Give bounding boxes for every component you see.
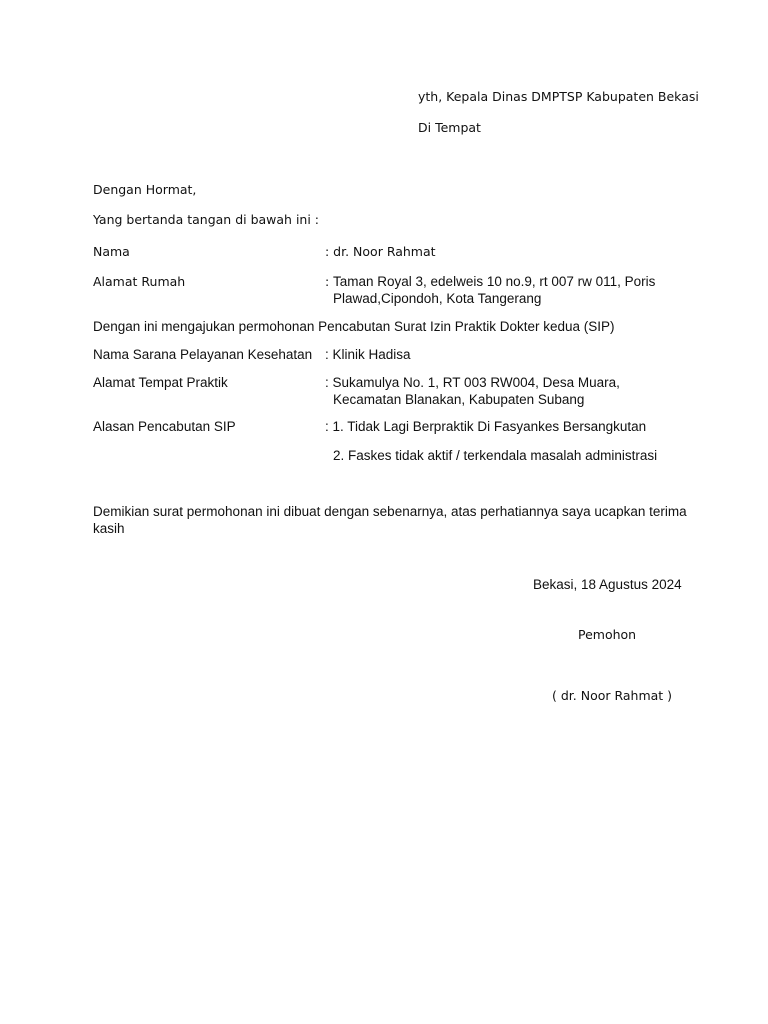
request-statement: Dengan ini mengajukan permohonan Pencabutan Surat Izin Praktik Dokter kedua (SIP) (93, 319, 615, 334)
name-label: Nama (93, 244, 130, 259)
facility-name-label: Nama Sarana Pelayanan Kesehatan (93, 347, 313, 362)
closing-line-1: Demikian surat permohonan ini dibuat dengan sebenarnya, atas perhatiannya saya ucapkan terima (93, 504, 687, 519)
home-address-line-1: Taman Royal 3, edelweis 10 no.9, rt 007 rw 011, Poris (333, 274, 656, 289)
signer-name: ( dr. Noor Rahmat ) (552, 688, 673, 703)
reason-label: Alasan Pencabutan SIP (93, 419, 236, 434)
practice-address-line-2: Kecamatan Blanakan, Kabupaten Subang (333, 392, 585, 407)
intro-text: Yang bertanda tangan di bawah ini : (93, 212, 320, 227)
name-value: : dr. Noor Rahmat (325, 244, 436, 259)
place-date: Bekasi, 18 Agustus 2024 (533, 577, 682, 592)
home-address-label: Alamat Rumah (93, 274, 186, 289)
home-address-line-2: Plawad,Cipondoh, Kota Tangerang (333, 291, 542, 306)
recipient-line: yth, Kepala Dinas DMPTSP Kabupaten Bekasi (418, 89, 699, 104)
practice-address-label: Alamat Tempat Praktik (93, 375, 228, 390)
reason-item-2: 2. Faskes tidak aktif / terkendala masalah administrasi (333, 448, 658, 463)
greeting: Dengan Hormat, (93, 182, 197, 197)
facility-name-value: : Klinik Hadisa (325, 347, 411, 362)
recipient-place: Di Tempat (418, 120, 481, 135)
signer-role: Pemohon (578, 627, 637, 642)
closing-line-2: kasih (93, 521, 125, 536)
practice-address-line-1: : Sukamulya No. 1, RT 003 RW004, Desa Muara, (325, 375, 620, 390)
reason-item-1: : 1. Tidak Lagi Berpraktik Di Fasyankes Bersangkutan (325, 419, 647, 434)
home-address-colon: : (325, 274, 330, 289)
